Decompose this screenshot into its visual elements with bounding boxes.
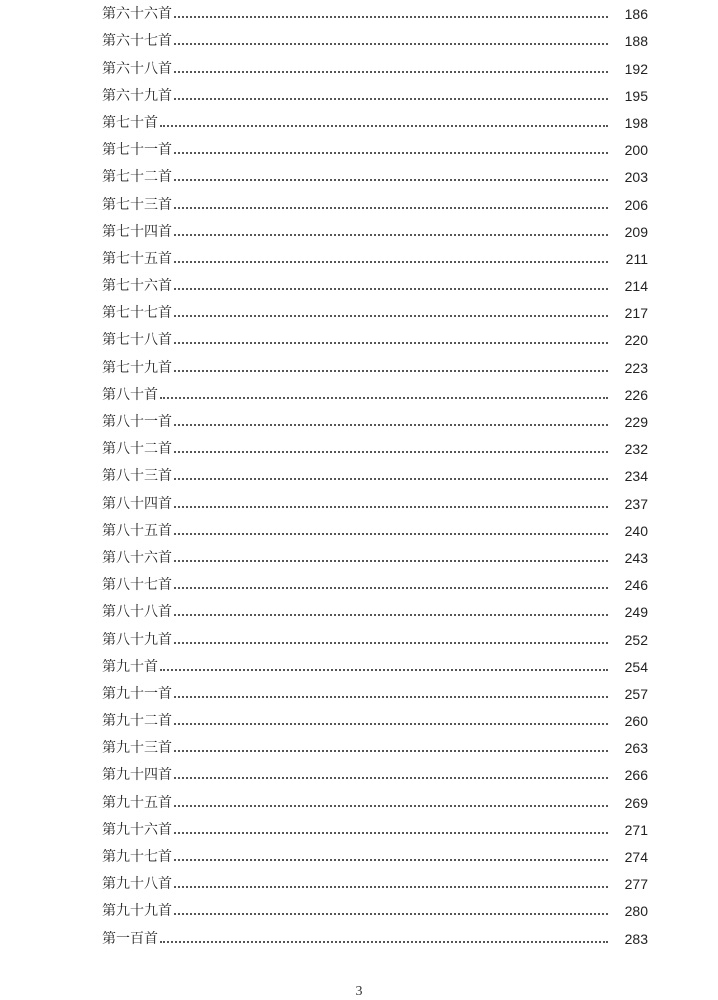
toc-entry: [102, 131, 648, 158]
toc-entry-page: 192: [624, 60, 648, 77]
toc-entry: [102, 783, 648, 810]
toc-entry-page: 246: [624, 577, 648, 594]
dot-leader: [174, 750, 608, 752]
toc-entry-page: 214: [624, 278, 648, 295]
toc-entry: [102, 348, 648, 375]
dot-leader: [174, 506, 608, 508]
toc-entry-title: 第八十二首: [102, 441, 172, 458]
toc-entry-title: 第六十九首: [102, 87, 172, 104]
toc-entry-page: 186: [624, 6, 648, 23]
toc-entry-page: 188: [624, 33, 648, 50]
toc-entry-page: 249: [624, 604, 648, 621]
toc-entry-page: 203: [624, 169, 648, 186]
dot-leader: [174, 207, 608, 209]
toc-entry-page: 263: [624, 740, 648, 757]
toc-entry-page: 200: [624, 142, 648, 159]
toc-entry-title: 第六十七首: [102, 33, 172, 50]
toc-entry-title: 第七十二首: [102, 169, 172, 186]
dot-leader: [160, 941, 608, 943]
toc-entry-title: 第七十四首: [102, 223, 172, 240]
toc-entry: [102, 430, 648, 457]
toc-entry: [102, 77, 648, 104]
toc-entry-page: 229: [624, 414, 648, 430]
toc-entry: [102, 811, 648, 838]
toc-entry: [102, 0, 648, 22]
toc-entry: [102, 702, 648, 729]
dot-leader: [174, 98, 608, 100]
toc-entry-title: 第七十九首: [102, 359, 172, 376]
dot-leader: [174, 913, 608, 915]
toc-entry-title: 第七十七首: [102, 305, 172, 322]
toc-entry: [102, 22, 648, 49]
toc-entry-title: 第八十四首: [102, 495, 172, 512]
toc-entry: [102, 213, 648, 240]
toc-entry-page: 232: [624, 441, 648, 458]
toc-entry-title: 第七十八首: [102, 332, 172, 349]
toc-entry-page: 211: [625, 250, 648, 267]
toc-entry: [102, 104, 648, 131]
dot-leader: [174, 424, 608, 426]
toc-entry-page: 220: [624, 332, 648, 349]
toc-entry: [102, 756, 648, 783]
dot-leader: [174, 370, 608, 372]
toc-entry-title: 第七十首: [102, 114, 158, 131]
toc-entry-title: 第九十六首: [102, 821, 172, 838]
toc-entry: [102, 49, 648, 76]
table-of-contents: [102, 0, 648, 947]
toc-entry: [102, 484, 648, 511]
dot-leader: [160, 669, 608, 671]
toc-entry-title: 第八十首: [102, 386, 158, 403]
toc-entry-title: 第九十五首: [102, 794, 172, 811]
toc-entry: [102, 240, 648, 267]
toc-entry: [102, 648, 648, 675]
toc-entry-title: 第九十三首: [102, 740, 172, 757]
toc-entry: [102, 539, 648, 566]
toc-entry-title: 第六十六首: [102, 6, 172, 23]
toc-entry: [102, 620, 648, 647]
dot-leader: [174, 886, 608, 888]
toc-entry-title: 第八十九首: [102, 631, 172, 648]
toc-entry-title: 第八十三首: [102, 468, 172, 485]
toc-entry-title: 第九十七首: [102, 849, 172, 865]
toc-entry-page: 260: [624, 713, 648, 730]
dot-leader: [174, 777, 608, 779]
toc-entry: [102, 158, 648, 185]
dot-leader: [174, 71, 608, 73]
dot-leader: [174, 179, 608, 181]
toc-entry-title: 第九十九首: [102, 903, 172, 920]
toc-entry-title: 第六十八首: [102, 60, 172, 77]
toc-entry: [102, 838, 648, 865]
dot-leader: [160, 125, 608, 127]
dot-leader: [174, 723, 608, 725]
toc-entry: [102, 403, 648, 430]
toc-entry: [102, 865, 648, 892]
toc-entry-title: 第八十五首: [102, 522, 172, 539]
toc-entry-title: 第七十五首: [102, 250, 172, 267]
dot-leader: [174, 696, 608, 698]
toc-entry: [102, 675, 648, 702]
dot-leader: [174, 451, 608, 453]
toc-entry-page: 274: [624, 849, 648, 865]
toc-entry-title: 第七十三首: [102, 196, 172, 213]
dot-leader: [174, 614, 608, 616]
dot-leader: [174, 859, 608, 861]
toc-entry-page: 257: [624, 685, 648, 702]
dot-leader: [174, 832, 608, 834]
toc-entry-page: 240: [624, 522, 648, 539]
dot-leader: [174, 560, 608, 562]
toc-entry-page: 206: [624, 196, 648, 213]
toc-entry: [102, 919, 648, 946]
toc-entry: [102, 185, 648, 212]
toc-entry: [102, 566, 648, 593]
toc-entry-title: 第八十六首: [102, 549, 172, 566]
toc-entry: [102, 892, 648, 919]
toc-entry: [102, 321, 648, 348]
dot-leader: [174, 288, 608, 290]
page-number: 3: [355, 984, 363, 999]
toc-entry-page: 243: [624, 549, 648, 566]
toc-entry: [102, 294, 648, 321]
toc-entry-title: 第七十一首: [102, 142, 172, 159]
dot-leader: [174, 234, 608, 236]
toc-entry-page: 277: [624, 876, 648, 893]
toc-entry-title: 第九十一首: [102, 685, 172, 702]
toc-entry: [102, 729, 648, 756]
dot-leader: [174, 261, 608, 263]
toc-entry-page: 254: [624, 658, 648, 675]
dot-leader: [174, 43, 608, 45]
toc-entry: [102, 376, 648, 403]
toc-entry-page: 195: [624, 87, 648, 104]
toc-entry-page: 237: [624, 495, 648, 512]
toc-entry-page: 209: [624, 223, 648, 240]
toc-entry-title: 第九十首: [102, 658, 158, 675]
toc-entry-title: 第八十八首: [102, 604, 172, 621]
toc-entry-title: 第八十七首: [102, 577, 172, 594]
dot-leader: [174, 533, 608, 535]
toc-entry-title: 第九十八首: [102, 876, 172, 893]
toc-entry: [102, 457, 648, 484]
toc-entry-page: 234: [624, 468, 648, 485]
toc-entry-title: 第一百首: [102, 930, 158, 947]
toc-entry-page: 217: [624, 305, 648, 322]
dot-leader: [174, 805, 608, 807]
toc-entry-title: 第八十一首: [102, 414, 172, 430]
toc-entry-page: 223: [624, 359, 648, 376]
dot-leader: [174, 478, 608, 480]
toc-entry-title: 第九十四首: [102, 767, 172, 784]
toc-entry-page: 252: [624, 631, 648, 648]
toc-entry: [102, 512, 648, 539]
toc-entry-page: 198: [624, 114, 648, 131]
toc-entry-title: 第九十二首: [102, 713, 172, 730]
toc-entry-page: 266: [624, 767, 648, 784]
dot-leader: [160, 397, 608, 399]
dot-leader: [174, 315, 608, 317]
dot-leader: [174, 342, 608, 344]
toc-entry-page: 269: [624, 794, 648, 811]
dot-leader: [174, 642, 608, 644]
toc-entry: [102, 267, 648, 294]
dot-leader: [174, 16, 608, 18]
toc-entry-page: 280: [624, 903, 648, 920]
toc-entry-page: 226: [624, 386, 648, 403]
toc-entry-title: 第七十六首: [102, 278, 172, 295]
dot-leader: [174, 152, 608, 154]
toc-entry-page: 271: [624, 821, 648, 838]
dot-leader: [174, 587, 608, 589]
toc-entry-page: 283: [624, 930, 648, 947]
toc-entry: [102, 593, 648, 620]
